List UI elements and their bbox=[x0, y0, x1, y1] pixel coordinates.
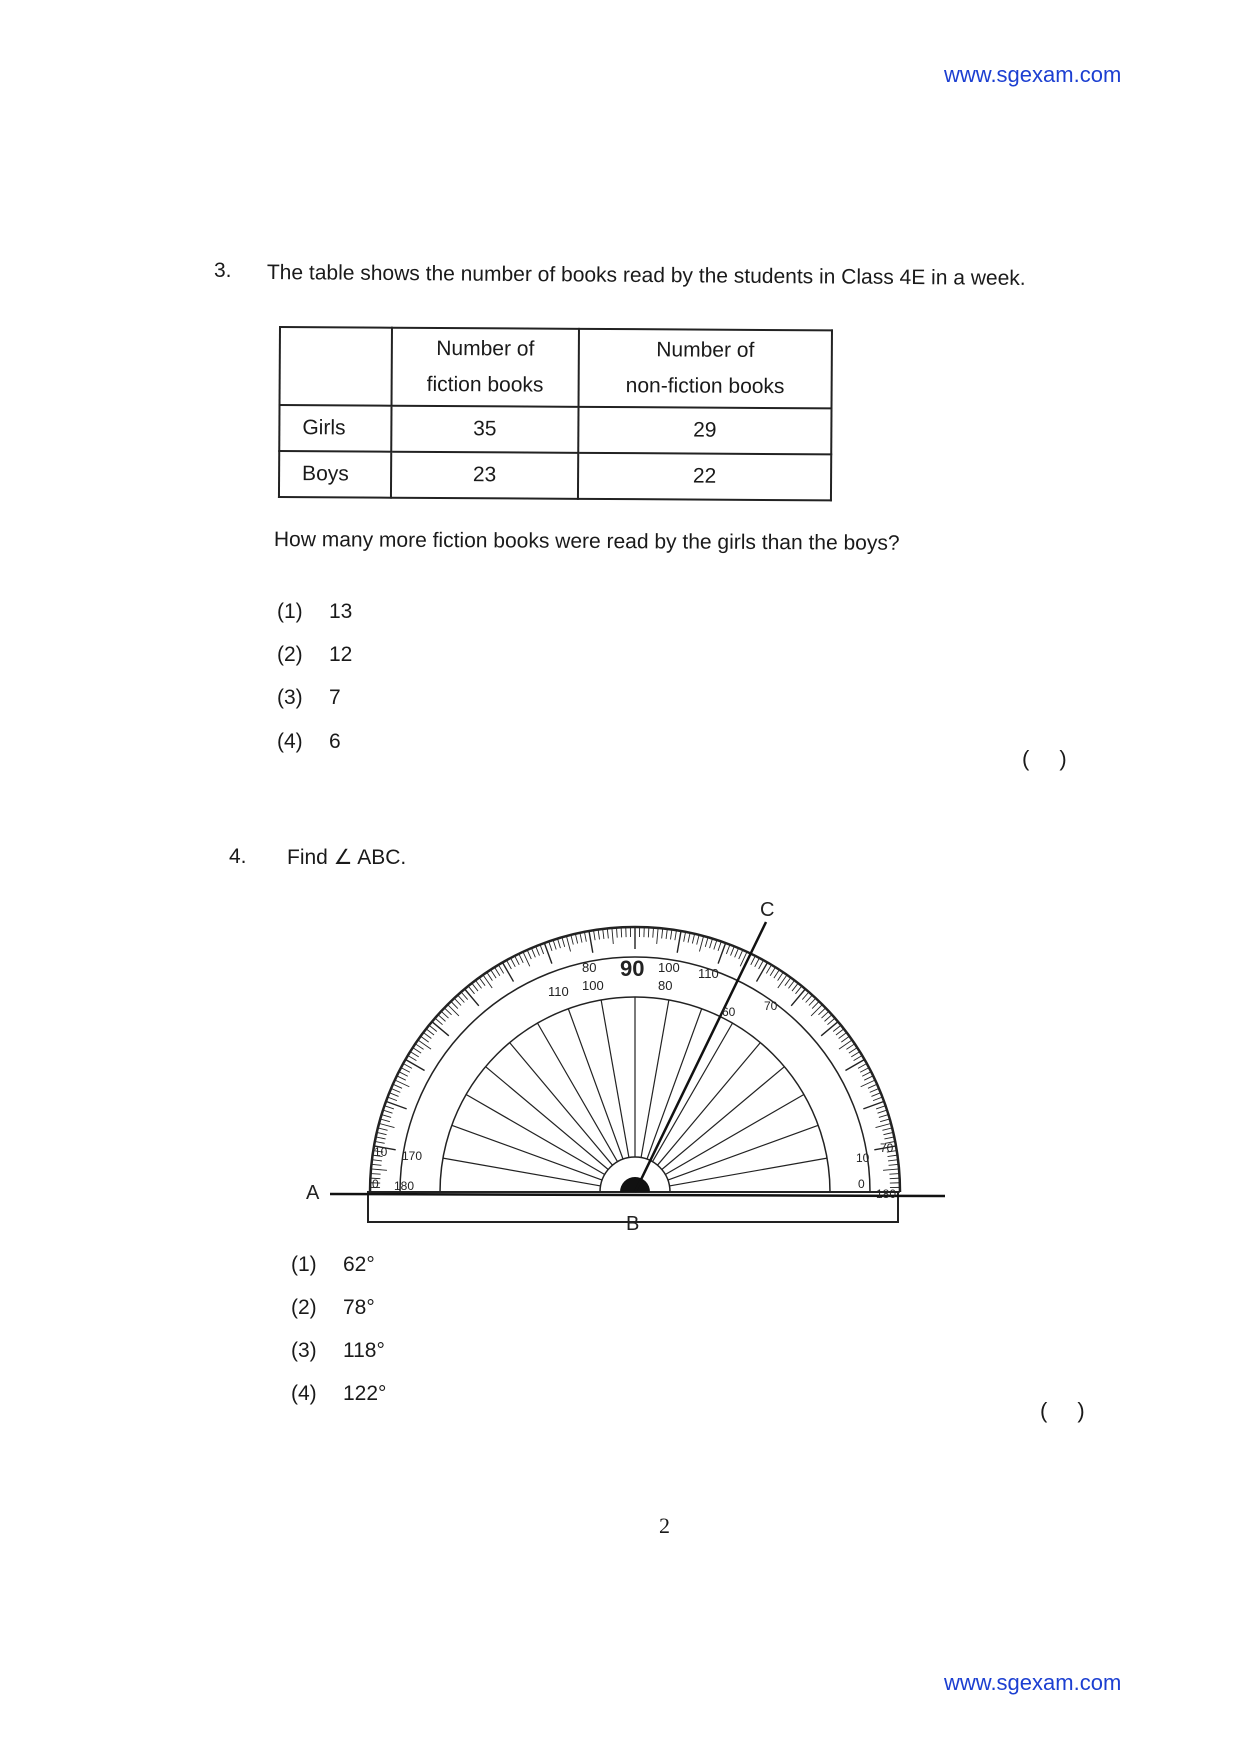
q3-question: How many more fiction books were read by the girls than the boys? bbox=[273, 528, 900, 555]
protractor-tick bbox=[688, 933, 690, 943]
protractor-tick bbox=[778, 972, 784, 980]
protractor-tick bbox=[851, 1052, 859, 1057]
protractor-tick bbox=[562, 937, 565, 947]
label-b: B bbox=[626, 1213, 640, 1235]
page-number: 2 bbox=[659, 1513, 670, 1538]
scale-label-inner-60: 60 bbox=[722, 1005, 736, 1019]
protractor-tick bbox=[888, 1160, 898, 1161]
protractor-tick bbox=[699, 936, 703, 951]
scale-label-inner-100: 100 bbox=[582, 978, 604, 993]
scale-label-right-10: 10 bbox=[856, 1151, 870, 1165]
protractor-tick bbox=[825, 1015, 832, 1022]
protractor-tick bbox=[426, 1029, 434, 1035]
protractor-tick bbox=[757, 963, 768, 982]
protractor-tick bbox=[607, 928, 608, 938]
protractor-tick bbox=[553, 940, 556, 950]
scale-label-left-180: 180 bbox=[394, 1179, 415, 1193]
option-value: 122° bbox=[343, 1382, 387, 1405]
scale-label-right-0: 0 bbox=[858, 1177, 865, 1191]
protractor-tick bbox=[821, 1022, 838, 1036]
protractor-spoke bbox=[486, 1067, 609, 1170]
protractor-tick bbox=[785, 978, 791, 986]
protractor-tick bbox=[670, 930, 671, 940]
protractor-tick bbox=[403, 1064, 412, 1069]
protractor-tick bbox=[376, 1137, 386, 1139]
q4-number: 4. bbox=[229, 845, 247, 868]
scale-label-inner-80: 80 bbox=[658, 978, 673, 993]
protractor-tick bbox=[648, 927, 649, 937]
protractor-tick bbox=[397, 1076, 406, 1080]
protractor-tick bbox=[864, 1076, 873, 1080]
protractor-tick bbox=[575, 934, 577, 944]
protractor-tick bbox=[662, 928, 663, 938]
protractor-tick bbox=[429, 1025, 437, 1031]
protractor-tick bbox=[795, 986, 801, 994]
option-value: 6 bbox=[329, 730, 341, 753]
protractor-tick bbox=[770, 967, 775, 975]
table-corner-cell bbox=[280, 327, 392, 406]
protractor-spoke bbox=[568, 1009, 623, 1159]
protractor-tick bbox=[598, 930, 599, 940]
protractor-spoke bbox=[641, 1000, 669, 1158]
protractor-tick bbox=[495, 967, 500, 975]
protractor-tick bbox=[438, 1015, 445, 1022]
protractor-spoke bbox=[601, 1000, 629, 1158]
option-value: 62° bbox=[343, 1253, 375, 1276]
protractor-tick bbox=[884, 1137, 894, 1139]
protractor-tick bbox=[531, 948, 535, 957]
protractor-tick bbox=[878, 1110, 888, 1113]
protractor-tick bbox=[809, 998, 816, 1005]
protractor-tick bbox=[519, 954, 523, 963]
protractor-tick bbox=[811, 1005, 822, 1016]
protractor-tick bbox=[657, 928, 658, 944]
protractor-tick bbox=[845, 1060, 864, 1071]
protractor-tick bbox=[876, 1106, 885, 1109]
protractor-spoke bbox=[538, 1023, 618, 1162]
protractor-tick bbox=[666, 929, 667, 939]
nonfiction-header-line1: Number of bbox=[656, 338, 755, 362]
option-value: 118° bbox=[343, 1339, 385, 1362]
protractor-tick bbox=[739, 950, 743, 959]
q4-prompt: Find ∠ ABC. bbox=[287, 846, 407, 869]
protractor-tick bbox=[621, 927, 622, 937]
q3-option-2[interactable] bbox=[277, 643, 352, 667]
row-label-boys: Boys bbox=[279, 451, 391, 498]
protractor-spoke bbox=[466, 1095, 605, 1175]
girls-fiction-cell: 35 bbox=[391, 406, 578, 453]
protractor-tick bbox=[836, 1029, 844, 1035]
protractor-tick bbox=[371, 1164, 381, 1165]
protractor-spoke bbox=[669, 1158, 827, 1186]
protractor-tick bbox=[507, 960, 512, 969]
protractor-tick bbox=[806, 995, 813, 1002]
q4-option-4[interactable] bbox=[291, 1382, 386, 1406]
protractor-tick bbox=[413, 1048, 421, 1053]
q4-option-2[interactable] bbox=[291, 1296, 375, 1320]
protractor-spoke bbox=[653, 1023, 733, 1162]
protractor-tick bbox=[476, 980, 482, 988]
protractor-tick bbox=[697, 935, 699, 945]
protractor-tick bbox=[617, 928, 618, 938]
protractor-spoke bbox=[657, 1043, 760, 1166]
protractor-tick bbox=[372, 1160, 382, 1161]
protractor-tick bbox=[375, 1141, 385, 1143]
scale-label-outer-110: 110 bbox=[698, 966, 719, 981]
protractor-tick bbox=[858, 1064, 867, 1069]
header-site-link[interactable]: www.sgexam.com bbox=[944, 62, 1122, 87]
scale-label-outer-100: 100 bbox=[658, 960, 680, 975]
protractor-tick bbox=[731, 946, 735, 955]
protractor-tick bbox=[454, 998, 461, 1005]
protractor-tick bbox=[883, 1132, 893, 1134]
protractor-tick bbox=[882, 1128, 892, 1130]
protractor-tick bbox=[406, 1060, 425, 1071]
protractor-tick bbox=[726, 945, 730, 954]
protractor-tick bbox=[684, 932, 686, 942]
q3-option-4[interactable] bbox=[277, 730, 341, 754]
row-label-girls: Girls bbox=[279, 405, 391, 452]
protractor-tick bbox=[841, 1036, 849, 1042]
protractor-tick bbox=[854, 1056, 863, 1061]
protractor-tick bbox=[839, 1033, 847, 1039]
protractor-tick bbox=[465, 989, 479, 1006]
protractor-tick bbox=[410, 1052, 418, 1057]
protractor-tick bbox=[873, 1097, 882, 1101]
scale-label-left-170: 170 bbox=[402, 1149, 423, 1163]
protractor-tick bbox=[827, 1018, 835, 1025]
protractor-tick bbox=[511, 958, 516, 967]
option-value: 13 bbox=[329, 600, 353, 623]
protractor-tick bbox=[778, 975, 787, 988]
protractor-tick bbox=[472, 983, 478, 991]
protractor-tick bbox=[759, 960, 764, 969]
protractor-tick bbox=[833, 1025, 841, 1031]
protractor-tick bbox=[451, 1001, 458, 1008]
protractor-tick bbox=[393, 1084, 402, 1088]
protractor-tick bbox=[821, 1011, 828, 1018]
protractor-tick bbox=[774, 970, 779, 978]
protractor-tick bbox=[444, 1008, 451, 1015]
option-number: (3) bbox=[291, 1339, 317, 1362]
protractor-tick bbox=[889, 1164, 899, 1165]
protractor-tick bbox=[839, 1040, 852, 1049]
q3-answer-bracket[interactable]: () bbox=[1022, 746, 1097, 771]
protractor-tick bbox=[382, 1115, 392, 1118]
books-table bbox=[278, 326, 833, 501]
protractor-tick bbox=[612, 928, 613, 944]
protractor-tick bbox=[802, 992, 809, 1000]
scale-label-left-0: 0 bbox=[372, 1177, 379, 1191]
q3-prompt: The table shows the number of books read by the students in Class 4E in a week. bbox=[266, 261, 1026, 290]
protractor-tick bbox=[766, 965, 771, 974]
protractor-tick bbox=[461, 992, 468, 1000]
scale-label-right-70: 70 bbox=[880, 1141, 894, 1155]
protractor-tick bbox=[401, 1068, 410, 1073]
protractor-tick bbox=[880, 1119, 890, 1122]
fiction-header-line2: fiction books bbox=[426, 372, 544, 397]
protractor-tick bbox=[380, 1119, 390, 1122]
q4-option-1[interactable] bbox=[291, 1253, 375, 1277]
protractor-tick bbox=[479, 978, 485, 986]
scale-label-inner-110: 110 bbox=[548, 984, 569, 999]
fiction-header bbox=[392, 328, 579, 407]
protractor-tick bbox=[692, 934, 694, 944]
q4-option-3[interactable] bbox=[291, 1339, 385, 1363]
protractor-spoke bbox=[647, 1009, 702, 1159]
protractor-spoke bbox=[665, 1095, 804, 1175]
nonfiction-header-line2: non-fiction books bbox=[625, 374, 785, 399]
protractor-tick bbox=[499, 965, 504, 974]
protractor-tick bbox=[603, 929, 604, 939]
protractor-tick bbox=[536, 946, 540, 955]
protractor-tick bbox=[788, 980, 794, 988]
q3-option-1[interactable] bbox=[277, 600, 352, 624]
protractor-tick bbox=[371, 1174, 381, 1175]
protractor-spoke bbox=[443, 1158, 601, 1186]
footer-site-link[interactable]: www.sgexam.com bbox=[944, 1670, 1122, 1695]
protractor-tick bbox=[503, 963, 514, 982]
protractor-tick bbox=[527, 950, 531, 959]
protractor-tick bbox=[584, 932, 586, 942]
q4-answer-bracket[interactable]: () bbox=[1040, 1398, 1115, 1423]
protractor-tick bbox=[468, 986, 474, 994]
protractor-tick bbox=[379, 1123, 394, 1127]
protractor-tick bbox=[458, 995, 465, 1002]
protractor-spoke bbox=[662, 1067, 785, 1170]
scale-label-outer-80: 80 bbox=[582, 960, 597, 975]
boys-nonfiction-cell: 22 bbox=[578, 453, 831, 501]
protractor-tick bbox=[491, 970, 496, 978]
protractor-tick bbox=[791, 989, 805, 1006]
protractor-tick bbox=[515, 956, 520, 965]
option-number: (1) bbox=[277, 600, 303, 623]
boys-fiction-cell: 23 bbox=[391, 452, 578, 499]
protractor-spoke bbox=[452, 1125, 602, 1180]
table-row bbox=[279, 451, 831, 500]
protractor-spoke bbox=[510, 1043, 613, 1166]
protractor-tick bbox=[448, 1005, 459, 1016]
protractor-tick bbox=[487, 972, 493, 980]
girls-nonfiction-cell: 29 bbox=[578, 407, 831, 455]
protractor-tick bbox=[415, 1044, 423, 1050]
protractor-tick bbox=[594, 930, 596, 940]
protractor-tick bbox=[384, 1106, 393, 1109]
option-value: 12 bbox=[329, 643, 353, 666]
protractor-tick bbox=[580, 933, 582, 943]
protractor-tick bbox=[846, 1044, 854, 1050]
protractor-tick bbox=[870, 1088, 879, 1092]
protractor-tick bbox=[423, 1033, 431, 1039]
protractor-tick bbox=[751, 956, 756, 965]
protractor-tick bbox=[889, 1174, 899, 1175]
protractor-tick bbox=[812, 1001, 819, 1008]
option-number: (3) bbox=[277, 686, 303, 709]
protractor-tick bbox=[571, 935, 573, 945]
protractor-tick bbox=[710, 939, 713, 949]
protractor-tick bbox=[876, 1123, 891, 1127]
scale-label-inner-70: 70 bbox=[764, 999, 778, 1013]
label-a: A bbox=[306, 1182, 320, 1204]
protractor-tick bbox=[418, 1040, 431, 1049]
scale-label-left-10: 10 bbox=[374, 1145, 388, 1159]
protractor-tick bbox=[675, 930, 677, 940]
option-value: 7 bbox=[329, 686, 341, 709]
ray-ba bbox=[330, 1194, 945, 1196]
protractor-tick bbox=[388, 1097, 397, 1101]
option-value: 78° bbox=[343, 1296, 375, 1319]
option-number: (1) bbox=[291, 1253, 317, 1276]
protractor-tick bbox=[435, 1018, 443, 1025]
protractor-diagram bbox=[290, 880, 970, 1240]
protractor-tick bbox=[890, 1178, 900, 1179]
q3-number: 3. bbox=[214, 259, 232, 282]
protractor-tick bbox=[421, 1036, 429, 1042]
protractor-tick bbox=[714, 940, 717, 950]
protractor-tick bbox=[677, 931, 681, 953]
nonfiction-header bbox=[578, 329, 832, 409]
option-number: (2) bbox=[291, 1296, 317, 1319]
protractor-tick bbox=[540, 945, 544, 954]
protractor-tick bbox=[558, 939, 561, 949]
protractor-tick bbox=[755, 958, 760, 967]
protractor-tick bbox=[879, 1115, 889, 1118]
option-number: (4) bbox=[277, 730, 303, 753]
option-number: (4) bbox=[291, 1382, 317, 1405]
protractor-tick bbox=[883, 1169, 899, 1170]
protractor-tick bbox=[566, 936, 570, 951]
protractor-tick bbox=[441, 1011, 448, 1018]
protractor-tick bbox=[483, 975, 492, 988]
protractor-tick bbox=[389, 1093, 398, 1097]
protractor-tick bbox=[818, 1008, 825, 1015]
protractor-tick bbox=[378, 1128, 388, 1130]
table-header-row bbox=[280, 327, 832, 408]
table-row bbox=[279, 405, 831, 454]
label-c: C bbox=[760, 899, 775, 921]
protractor-tick bbox=[383, 1110, 393, 1113]
protractor-tick bbox=[718, 941, 721, 950]
q3-option-3[interactable] bbox=[277, 686, 341, 710]
protractor-tick bbox=[377, 1132, 387, 1134]
protractor-tick bbox=[868, 1084, 877, 1088]
protractor-tick bbox=[653, 928, 654, 938]
protractor-tick bbox=[549, 941, 552, 950]
option-number: (2) bbox=[277, 643, 303, 666]
protractor-tick bbox=[589, 931, 593, 953]
protractor-tick bbox=[888, 1155, 898, 1156]
protractor-tick bbox=[399, 1072, 408, 1077]
protractor-tick bbox=[371, 1169, 387, 1170]
protractor-tick bbox=[408, 1056, 417, 1061]
protractor-tick bbox=[391, 1088, 400, 1092]
protractor-tick bbox=[849, 1048, 857, 1053]
fiction-header-line1: Number of bbox=[436, 336, 535, 361]
protractor-tick bbox=[432, 1022, 449, 1036]
protractor-tick bbox=[860, 1068, 869, 1073]
protractor-spoke bbox=[668, 1125, 818, 1180]
protractor-tick bbox=[792, 983, 798, 991]
protractor-tick bbox=[871, 1093, 880, 1097]
scale-label-90: 90 bbox=[620, 956, 645, 981]
protractor-tick bbox=[735, 948, 739, 957]
protractor-tick bbox=[862, 1072, 871, 1077]
protractor-tick bbox=[705, 937, 708, 947]
scale-label-right-180: 180 bbox=[876, 1187, 897, 1201]
